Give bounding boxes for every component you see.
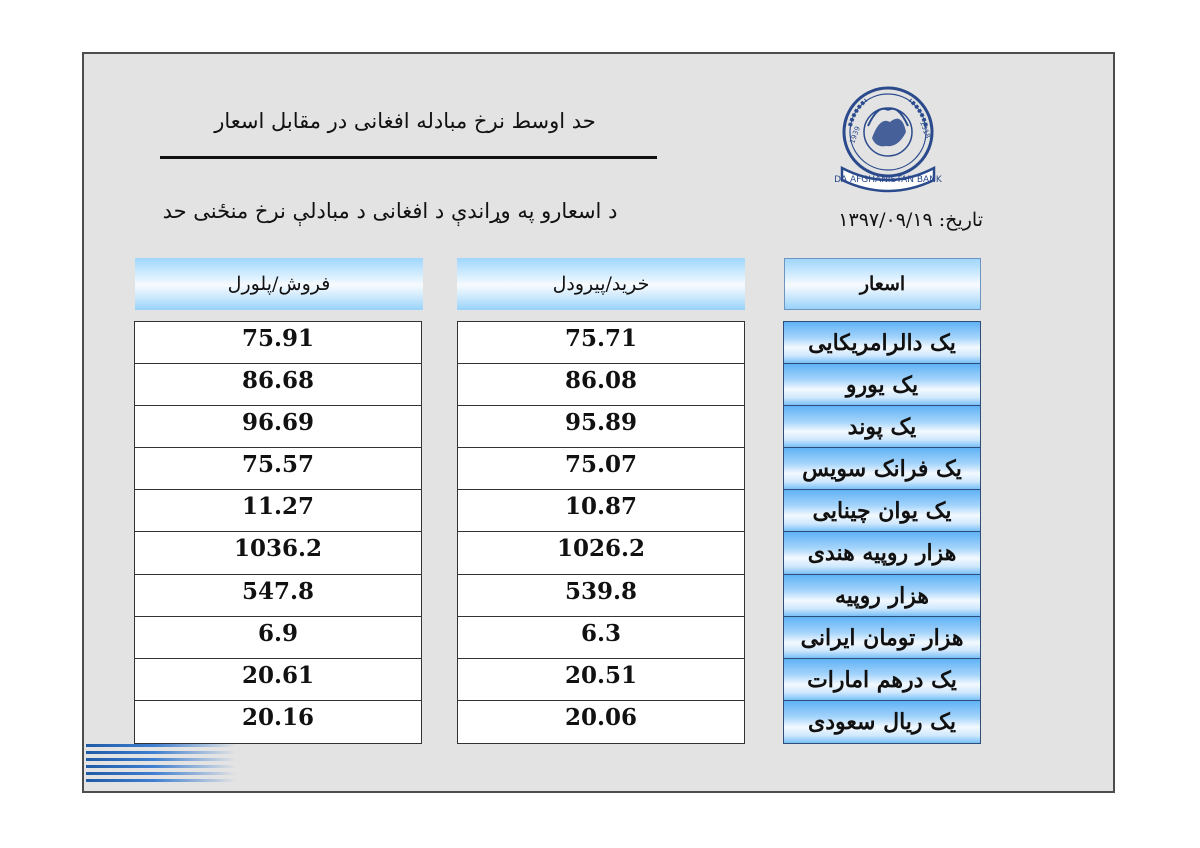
sell-rate-cell: 86.68 (135, 364, 421, 406)
sell-rate-cell: 11.27 (135, 490, 421, 532)
currency-name-cell: یک ریال سعودی (784, 701, 980, 743)
buy-rate-cell: 20.06 (564, 703, 638, 731)
sell-rate-cell: 1036.2 (135, 532, 421, 574)
stripe-line (86, 751, 236, 754)
page-title: حد اوسط نرخ مبادله افغانی در مقابل اسعار (214, 109, 596, 133)
buy-rate-cell: 95.89 (458, 406, 744, 448)
date-label: تاریخ: (938, 209, 983, 231)
buy-rate-cell: 75.71 (458, 322, 744, 364)
buy-rate-cell: 86.08 (458, 364, 744, 406)
buy-rate-cell: 539.8 (458, 575, 744, 617)
buy-column-header: خرید/پیرودل (457, 258, 745, 310)
sell-rate-cell: 75.91 (135, 322, 421, 364)
stripe-line (86, 779, 236, 782)
buy-rate-cell: 10.87 (458, 490, 744, 532)
currency-name-cell: یک دالرامریکایی (784, 322, 980, 364)
currency-name-cell: یک یورو (784, 364, 980, 406)
sell-rates-column (134, 321, 422, 744)
bank-logo (828, 82, 948, 202)
stripe-line (86, 758, 236, 761)
buy-rate-cell: 20.51 (458, 659, 744, 701)
buy-rate-cell: 75.07 (458, 448, 744, 490)
currency-name-cell: یک یوان چینایی (784, 490, 980, 532)
sell-column-header: فروش/پلورل (135, 258, 423, 310)
currency-name-cell: هزار تومان ایرانی (784, 617, 980, 659)
title-underline (160, 156, 657, 159)
stripe-line (86, 765, 236, 768)
currency-name-cell: یک پوند (784, 406, 980, 448)
stripe-line (86, 744, 236, 747)
logo-year-right: 1318 (918, 119, 932, 140)
date-value: ۱۳۹۷/۰۹/۱۹ (838, 209, 933, 231)
currency-name-cell: هزار روپیه (784, 575, 980, 617)
sell-rate-cell: 75.57 (135, 448, 421, 490)
sell-rate-cell: 6.9 (135, 617, 421, 659)
buy-rate-cell: 6.3 (458, 617, 744, 659)
sell-rate-cell: 96.69 (135, 406, 421, 448)
sell-rate-cell: 547.8 (135, 575, 421, 617)
logo-year-left: 1939 (848, 125, 862, 145)
sell-rate-cell: 20.61 (135, 659, 421, 701)
buy-rate-cell: 1026.2 (458, 532, 744, 574)
logo-bank-name: DA AFGHANISTAN BANK (834, 175, 942, 185)
currency-column-header: اسعار (784, 258, 981, 310)
date-line (808, 203, 983, 237)
decorative-stripes (86, 742, 236, 788)
sell-rate-cell: 20.16 (241, 703, 315, 731)
stripe-line (86, 772, 236, 775)
currency-names-column (783, 321, 981, 744)
currency-name-cell: یک فرانک سویس (784, 448, 980, 490)
currency-name-cell: هزار روپیه هندی (784, 532, 980, 574)
currency-name-cell: یک درهم امارات (784, 659, 980, 701)
page-subtitle: د اسعارو په وړاندې د افغانی د مبادلې نرخ منځنی حد (162, 199, 618, 223)
buy-rates-column (457, 321, 745, 744)
